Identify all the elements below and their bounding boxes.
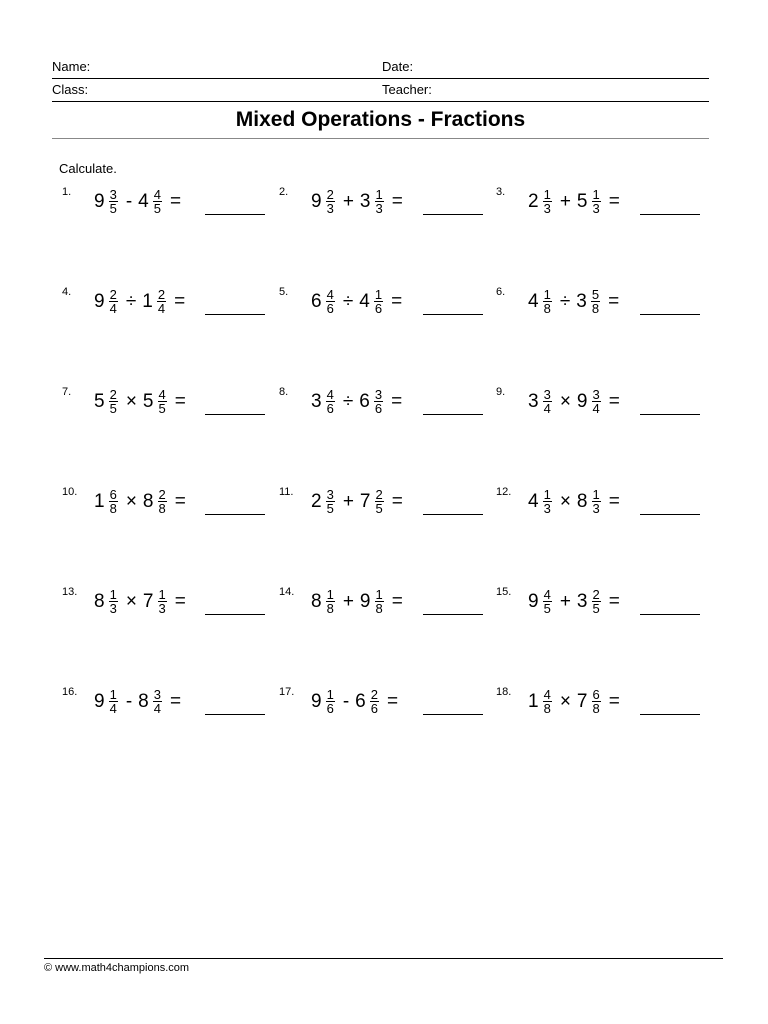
operator: - [125,690,133,712]
equals-sign: = [174,390,186,412]
fraction [157,288,166,315]
numerator: 1 [109,587,117,602]
denominator: 8 [543,701,551,716]
fraction [158,588,167,615]
equals-sign: = [174,290,186,312]
numerator: 2 [370,687,378,702]
operator: - [125,190,133,212]
answer-blank[interactable] [205,314,265,315]
problem-number: 7. [62,386,72,398]
problem-expression [528,388,620,415]
denominator: 4 [543,401,551,416]
problem-number: 18. [496,686,512,698]
problem-expression [311,488,403,515]
equals-sign: = [608,490,620,512]
problem-12 [496,486,706,526]
answer-blank[interactable] [205,214,265,215]
operator: × [125,590,137,612]
equals-sign: = [174,590,186,612]
problem-15 [496,586,706,626]
denominator: 4 [157,301,166,316]
whole-number: 8 [311,590,322,612]
problem-expression [311,188,403,215]
equals-sign: = [608,190,620,212]
fraction [592,488,601,515]
problem-expression [311,588,403,615]
fraction [158,488,167,515]
answer-blank[interactable] [205,414,265,415]
problem-number: 17. [279,686,295,698]
fraction [375,188,384,215]
numerator: 1 [592,187,600,202]
equals-sign: = [386,690,399,712]
operator: + [342,490,354,512]
whole-number: 7 [142,590,154,612]
answer-blank[interactable] [640,514,700,515]
problem-number: 9. [496,386,506,398]
numerator: 4 [158,387,166,402]
whole-number: 3 [311,390,322,412]
page-title: Mixed Operations - Fractions [52,108,709,139]
whole-number: 1 [142,290,153,312]
whole-number: 8 [576,490,588,512]
problem-expression [528,488,620,515]
problem-expression [94,188,181,215]
fraction [158,388,167,415]
fraction [374,388,383,415]
whole-number: 9 [528,590,539,612]
whole-number: 2 [528,190,539,212]
numerator: 2 [109,287,117,302]
operator: × [559,390,571,412]
answer-blank[interactable] [640,314,700,315]
denominator: 5 [153,201,161,216]
problem-expression [528,188,620,215]
instructions: Calculate. [59,161,117,176]
whole-number: 9 [94,290,105,312]
denominator: 8 [591,301,600,316]
equals-sign: = [391,390,403,412]
equals-sign: = [174,490,186,512]
whole-number: 3 [359,190,371,212]
denominator: 3 [592,501,600,516]
denominator: 5 [375,501,383,516]
answer-blank[interactable] [640,414,700,415]
fraction [543,688,552,715]
operator: ÷ [125,290,137,312]
denominator: 5 [158,401,166,416]
problem-8 [279,386,489,426]
fraction [109,288,118,315]
whole-number: 3 [528,390,539,412]
problem-7 [62,386,272,426]
numerator: 2 [158,487,166,502]
whole-number: 4 [359,290,370,312]
header-row-name-date [52,56,709,79]
numerator: 3 [153,687,161,702]
equals-sign: = [608,590,620,612]
problem-16 [62,686,272,726]
numerator: 2 [109,387,117,402]
fraction [326,188,335,215]
problem-number: 5. [279,286,289,298]
fraction [592,688,601,715]
problem-expression [94,388,186,415]
fraction [326,688,335,715]
equals-sign: = [169,690,182,712]
operator: × [559,690,571,712]
problem-number: 14. [279,586,295,598]
numerator: 2 [157,287,166,302]
teacher-label: Teacher: [382,82,432,97]
numerator: 4 [153,187,161,202]
numerator: 1 [543,487,551,502]
problem-expression [528,588,620,615]
denominator: 8 [158,501,166,516]
answer-blank[interactable] [640,714,700,715]
numerator: 1 [326,587,334,602]
problem-11 [279,486,489,526]
numerator: 3 [374,387,383,402]
equals-sign: = [169,190,182,212]
problem-number: 15. [496,586,512,598]
fraction [543,288,552,315]
denominator: 5 [592,601,600,616]
fraction [109,188,118,215]
denominator: 5 [109,401,117,416]
numerator: 6 [592,687,600,702]
fraction [592,388,601,415]
denominator: 3 [543,501,551,516]
fraction [326,488,335,515]
numerator: 1 [375,187,383,202]
answer-blank[interactable] [423,414,483,415]
problem-14 [279,586,489,626]
operator: ÷ [559,290,571,312]
whole-number: 5 [576,190,588,212]
denominator: 8 [592,701,600,716]
whole-number: 9 [94,690,105,712]
whole-number: 6 [311,290,322,312]
numerator: 1 [109,687,117,702]
whole-number: 9 [311,190,322,212]
operator: + [559,190,571,212]
header-row-class-teacher [52,79,709,102]
answer-blank[interactable] [640,214,700,215]
numerator: 2 [375,487,383,502]
equals-sign: = [391,490,403,512]
denominator: 8 [543,301,551,316]
fraction [375,488,384,515]
whole-number: 3 [576,590,588,612]
problem-expression [94,688,181,715]
denominator: 3 [375,201,383,216]
problem-expression [311,388,402,415]
problem-number: 16. [62,686,78,698]
denominator: 6 [326,701,334,716]
problem-9 [496,386,706,426]
whole-number: 4 [138,190,149,212]
whole-number: 9 [359,590,371,612]
name-label: Name: [52,59,91,74]
denominator: 3 [326,201,334,216]
numerator: 1 [326,687,334,702]
whole-number: 8 [142,490,154,512]
denominator: 3 [109,601,117,616]
whole-number: 4 [528,490,539,512]
operator: + [342,190,354,212]
numerator: 1 [543,187,551,202]
problem-expression [94,488,186,515]
whole-number: 9 [576,390,588,412]
answer-blank[interactable] [423,514,483,515]
answer-blank[interactable] [205,614,265,615]
fraction [109,688,118,715]
problem-expression [528,688,620,715]
answer-blank[interactable] [205,714,265,715]
problem-6 [496,286,706,326]
answer-blank[interactable] [205,514,265,515]
numerator: 1 [543,287,551,302]
whole-number: 5 [94,390,105,412]
fraction [543,488,552,515]
whole-number: 8 [138,690,149,712]
denominator: 5 [109,201,117,216]
operator: ÷ [342,290,354,312]
whole-number: 2 [311,490,322,512]
answer-blank[interactable] [423,614,483,615]
denominator: 6 [374,301,383,316]
whole-number: 3 [576,290,587,312]
problem-expression [311,688,398,715]
denominator: 4 [592,401,600,416]
equals-sign: = [608,390,620,412]
problem-13 [62,586,272,626]
fraction [326,288,335,315]
fraction [153,188,162,215]
problem-10 [62,486,272,526]
equals-sign: = [608,690,620,712]
problem-17 [279,686,489,726]
problem-number: 11. [279,486,294,498]
denominator: 4 [109,301,117,316]
denominator: 6 [374,401,383,416]
numerator: 4 [543,687,551,702]
whole-number: 9 [311,690,322,712]
fraction [543,188,552,215]
numerator: 4 [326,287,334,302]
fraction [153,688,162,715]
problem-expression [94,588,186,615]
denominator: 6 [370,701,378,716]
whole-number: 1 [528,690,539,712]
whole-number: 6 [359,390,370,412]
fraction [592,588,601,615]
operator: ÷ [342,390,354,412]
problem-2 [279,186,489,226]
whole-number: 4 [528,290,539,312]
numerator: 3 [592,387,600,402]
whole-number: 7 [359,490,371,512]
whole-number: 5 [142,390,154,412]
denominator: 8 [375,601,383,616]
whole-number: 9 [94,190,105,212]
operator: × [559,490,571,512]
operator: × [125,490,137,512]
numerator: 6 [109,487,117,502]
numerator: 1 [375,587,383,602]
problem-18 [496,686,706,726]
numerator: 1 [592,487,600,502]
problem-expression [528,288,619,315]
numerator: 2 [592,587,600,602]
numerator: 3 [543,387,551,402]
fraction [591,288,600,315]
fraction [326,388,335,415]
denominator: 8 [326,601,334,616]
operator: + [342,590,354,612]
numerator: 5 [591,287,600,302]
denominator: 5 [326,501,334,516]
equals-sign: = [391,290,403,312]
fraction [109,388,118,415]
problem-number: 4. [62,286,72,298]
fraction [109,488,118,515]
numerator: 3 [109,187,117,202]
problem-expression [311,288,402,315]
fraction [374,288,383,315]
numerator: 3 [326,487,334,502]
denominator: 4 [153,701,161,716]
whole-number: 6 [355,690,366,712]
whole-number: 7 [576,690,588,712]
fraction [109,588,118,615]
whole-number: 8 [94,590,105,612]
numerator: 1 [374,287,383,302]
problem-number: 10. [62,486,78,498]
numerator: 2 [326,187,334,202]
denominator: 6 [326,301,334,316]
problem-5 [279,286,489,326]
denominator: 3 [158,601,166,616]
footer-copyright: © www.math4champions.com [44,958,723,974]
denominator: 6 [326,401,334,416]
problem-number: 3. [496,186,506,198]
fraction [543,388,552,415]
numerator: 1 [158,587,166,602]
whole-number: 1 [94,490,105,512]
fraction [592,188,601,215]
denominator: 5 [543,601,551,616]
operator: × [125,390,137,412]
numerator: 4 [326,387,334,402]
denominator: 3 [543,201,551,216]
answer-blank[interactable] [640,614,700,615]
worksheet-header [52,56,709,102]
operator: + [559,590,571,612]
operator: - [342,690,350,712]
answer-blank[interactable] [423,314,483,315]
equals-sign: = [391,590,403,612]
fraction [543,588,552,615]
answer-blank[interactable] [423,714,483,715]
problem-number: 13. [62,586,78,598]
equals-sign: = [391,190,403,212]
denominator: 3 [592,201,600,216]
numerator: 4 [543,587,551,602]
fraction [375,588,384,615]
problem-expression [94,288,185,315]
problem-3 [496,186,706,226]
problem-number: 1. [62,186,72,198]
denominator: 4 [109,701,117,716]
equals-sign: = [608,290,620,312]
problem-number: 8. [279,386,289,398]
denominator: 8 [109,501,117,516]
date-label: Date: [382,59,414,74]
answer-blank[interactable] [423,214,483,215]
problem-number: 6. [496,286,506,298]
fraction [326,588,335,615]
problem-1 [62,186,272,226]
problem-number: 12. [496,486,512,498]
fraction [370,688,379,715]
class-label: Class: [52,82,89,97]
problem-number: 2. [279,186,289,198]
problem-4 [62,286,272,326]
